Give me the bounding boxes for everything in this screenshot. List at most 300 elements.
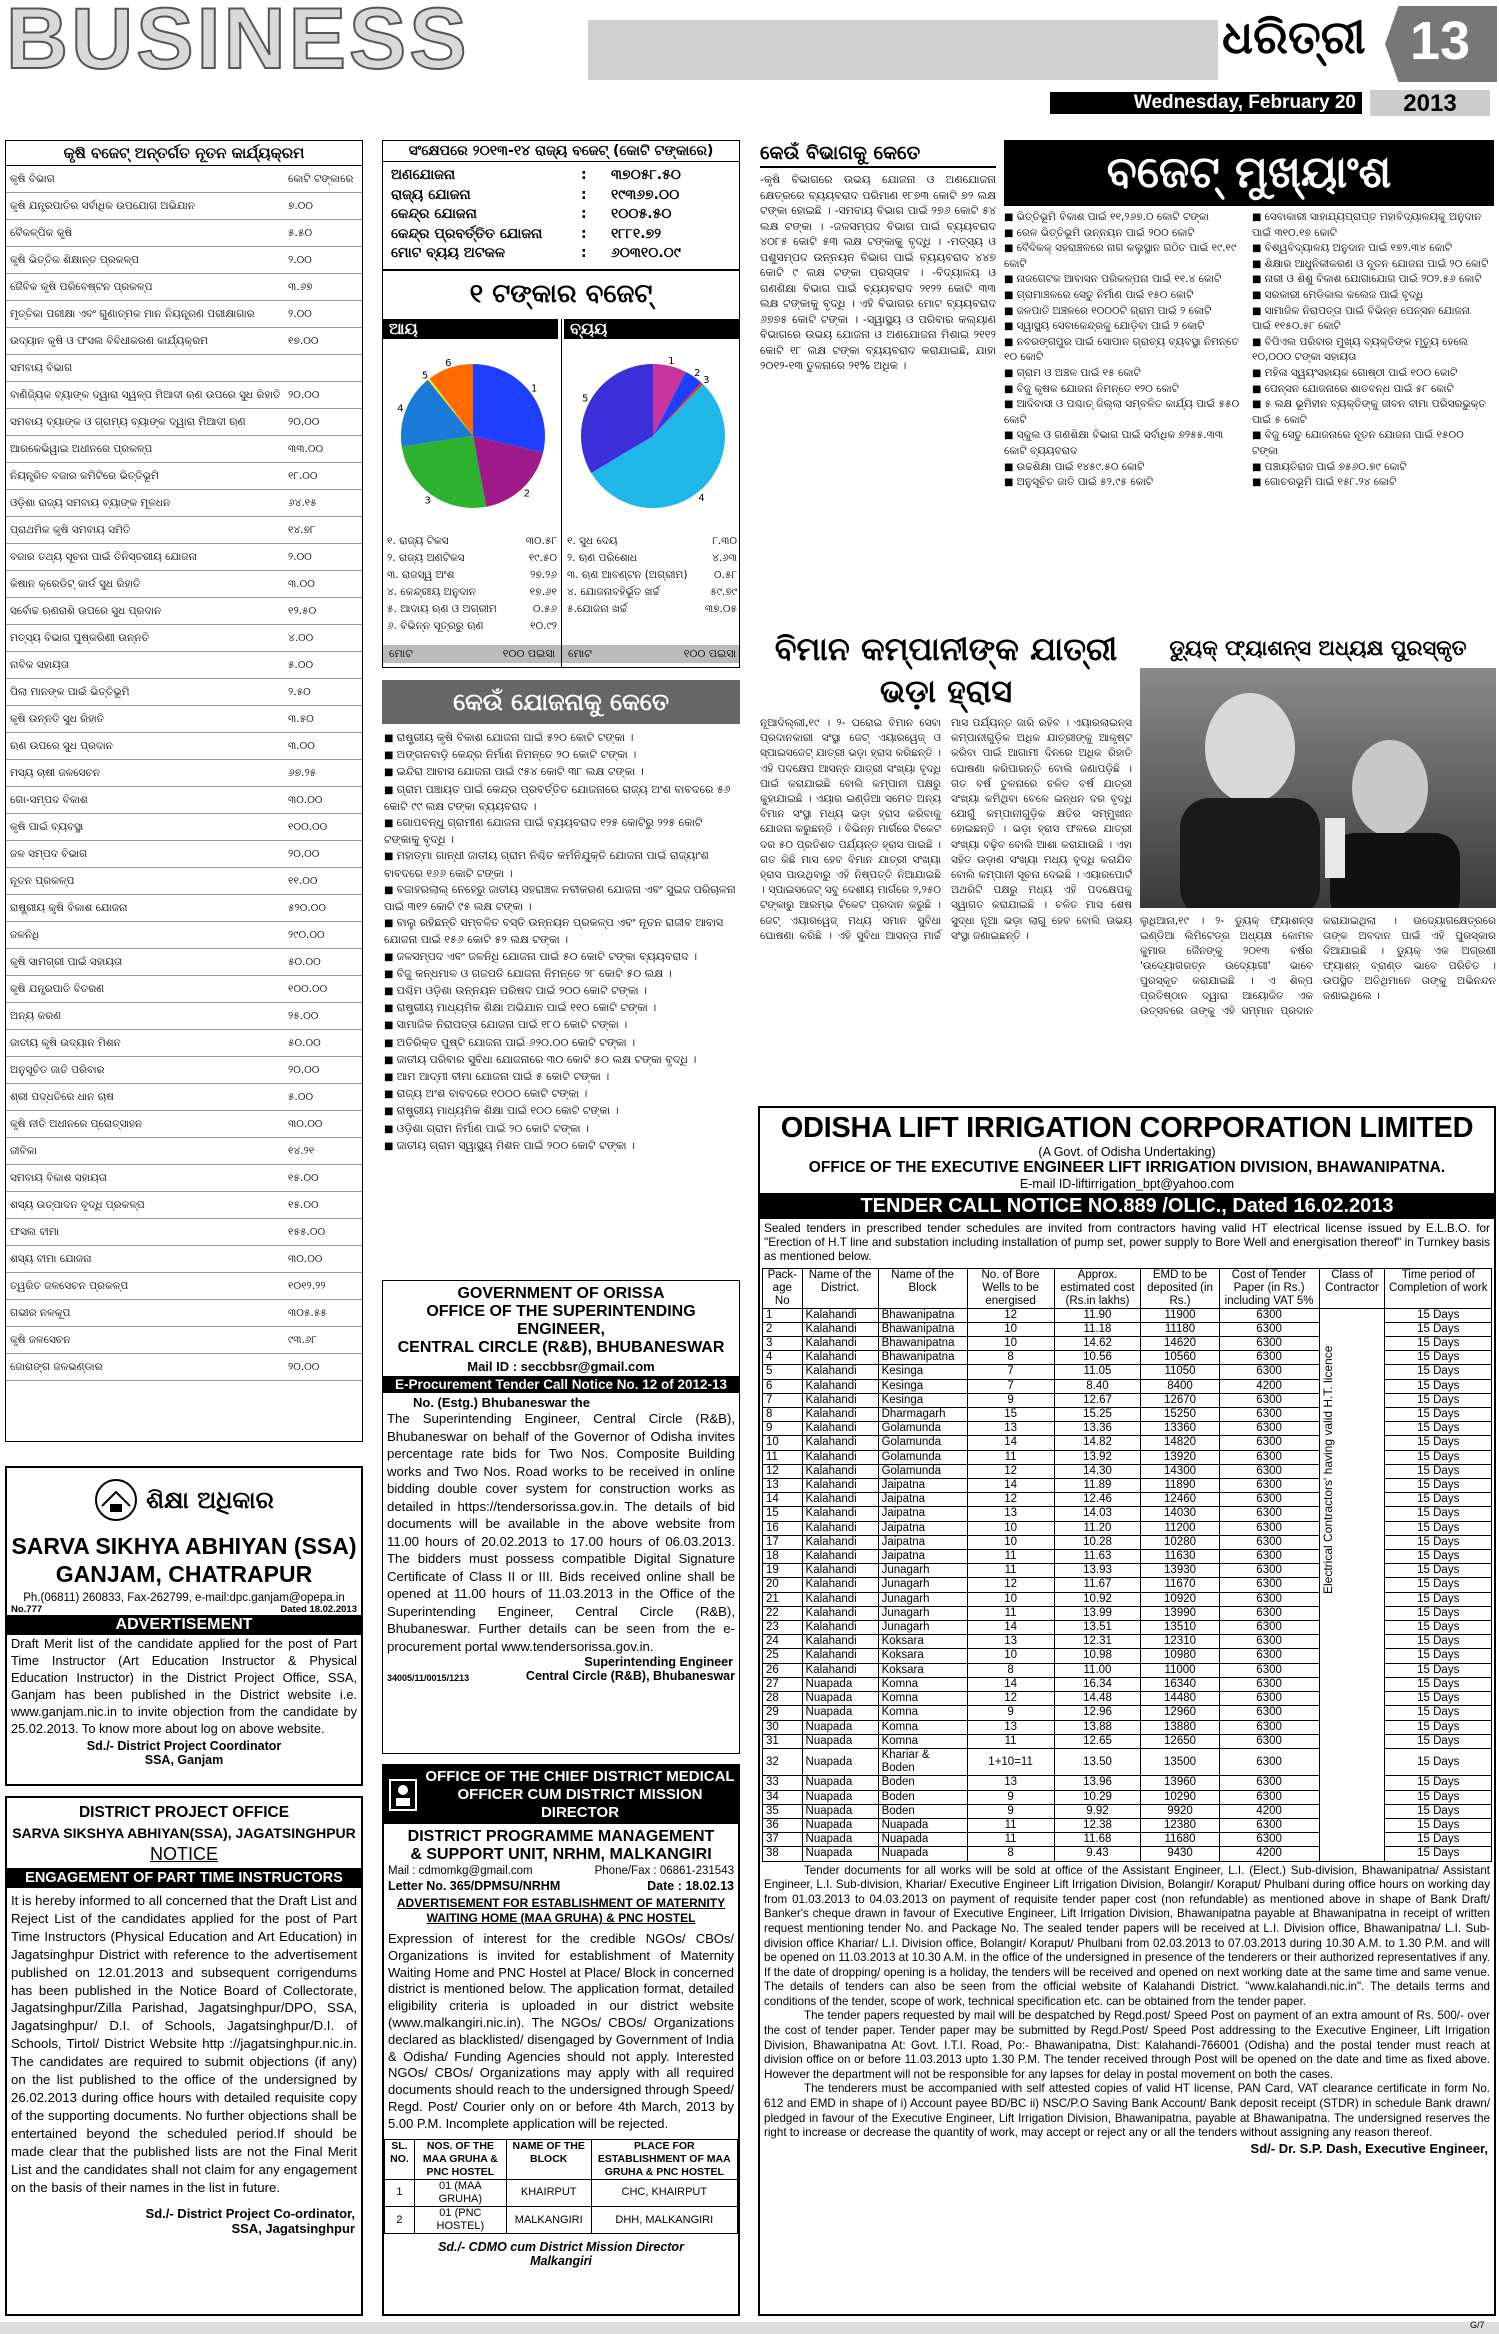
table-row bbox=[6, 1084, 362, 1111]
table-cell: 11.00 bbox=[1054, 1663, 1141, 1677]
table-cell: Kalahandi bbox=[802, 1507, 878, 1521]
table-cell: 11670 bbox=[1141, 1578, 1219, 1592]
table-cell: 14.30 bbox=[1054, 1464, 1141, 1478]
table-cell: 15 Days bbox=[1385, 1818, 1492, 1832]
table-cell: 6300 bbox=[1219, 1464, 1319, 1478]
table-cell: 10.28 bbox=[1054, 1535, 1141, 1549]
table-cell: 13 bbox=[967, 1776, 1054, 1790]
row-label: ମୃତ୍ତିକା ପରୀକ୍ଷା ଏବଂ ଗୁଣାତ୍ମକ ମାନ ନିୟନ୍ତ୍ରଣ ପରୀକ୍ଷାଗାର bbox=[10, 307, 255, 320]
table-cell: 7 bbox=[967, 1365, 1054, 1379]
row-label: ଗଭୀର ନଳକୂପ bbox=[10, 1306, 71, 1319]
table-cell: 15250 bbox=[1141, 1408, 1219, 1422]
row-label: ଶସ୍ୟ ଉତ୍ପାଦନ ବୃଦ୍ଧି ପ୍ରକଳ୍ପ bbox=[10, 1198, 145, 1211]
table-row bbox=[6, 1003, 362, 1030]
table-cell: 31 bbox=[763, 1734, 803, 1748]
budget-row bbox=[391, 186, 731, 206]
table-cell: 8.40 bbox=[1054, 1379, 1141, 1393]
table-cell: 6300 bbox=[1219, 1578, 1319, 1592]
row-label: ଆରକେଭିୱାଇ ଅଧୀନରେ ପ୍ରକଳ୍ପ bbox=[10, 442, 153, 455]
table-cell: 15 bbox=[763, 1507, 803, 1521]
table-row bbox=[6, 1327, 362, 1354]
table-cell: 11200 bbox=[1141, 1521, 1219, 1535]
duke-title: ଡ୍ୟୁକ୍ ଫ୍ୟାଶନ୍ସ ଅଧ୍ୟକ୍ଷ ପୁରସ୍କୃତ bbox=[1169, 636, 1467, 660]
table-row bbox=[6, 625, 362, 652]
table-cell: 13510 bbox=[1141, 1621, 1219, 1635]
table-cell: 12960 bbox=[1141, 1706, 1219, 1720]
table-cell: 3 bbox=[763, 1337, 803, 1351]
row-label: ବୈକଳ୍ପିକ କୃଷି bbox=[10, 226, 73, 239]
legend-label: ୧. ରାଜ୍ୟ ଟିକସ bbox=[387, 535, 449, 547]
table-cell: Kalahandi bbox=[802, 1365, 878, 1379]
divider bbox=[561, 319, 562, 668]
budget-value: ୬୦୩୧୦.୦୯ bbox=[611, 245, 681, 261]
ssa-jag-box bbox=[5, 1796, 363, 2316]
ssa-title1: SARVA SIKHYA ABHIYAN (SSA) bbox=[11, 1533, 357, 1559]
row-value: ୨୦.୦୦ bbox=[288, 1360, 320, 1373]
table-cell: Kalahandi bbox=[802, 1550, 878, 1564]
budget-label: ରାଜ୍ୟ ଯୋଜନା bbox=[391, 186, 471, 203]
rupee-budget-title: ୧ ଟଙ୍କାର ବଜେଟ୍ bbox=[469, 279, 653, 309]
table-cell: 10980 bbox=[1141, 1649, 1219, 1663]
table-cell: 13.93 bbox=[1054, 1564, 1141, 1578]
table-row bbox=[6, 598, 362, 625]
row-value: କୋଟି ଟଙ୍କାରେ bbox=[288, 172, 354, 185]
table-cell: 15 Days bbox=[1385, 1790, 1492, 1804]
list-item: ■ ଇନ୍ଦିରା ଆବାସ ଯୋଜନା ପାଇଁ ୯୫୪ କୋଟି ୩୮ ଲକ୍ଷ ଟଙ୍କା । bbox=[384, 764, 738, 781]
legend-value: ୦.୫୬ bbox=[532, 603, 557, 615]
column-header: NAME OF THE BLOCK bbox=[506, 2139, 591, 2179]
table-cell: 9.92 bbox=[1054, 1804, 1141, 1818]
list-item: ■ ମହିଳା ସ୍ୱୟଂସହାୟକ ଗୋଷ୍ଠୀ ପାଇଁ ୧୦୦ କୋଟି bbox=[1252, 366, 1492, 382]
table-cell: 11.18 bbox=[1054, 1322, 1141, 1336]
row-value: ୧୫.୦୦ bbox=[288, 1171, 319, 1184]
table-cell: 15 Days bbox=[1385, 1550, 1492, 1564]
table-cell: 6300 bbox=[1219, 1734, 1319, 1748]
list-item: ■ ବିଶ୍ୱବିଦ୍ୟାଳୟ ଅନୁଦାନ ପାଇଁ ୧୭୨.୩୪ କୋଟି bbox=[1252, 241, 1492, 257]
legend-value: ୦.୫୮ bbox=[714, 569, 737, 581]
table-cell: 6300 bbox=[1219, 1606, 1319, 1620]
table-cell: 6300 bbox=[1219, 1833, 1319, 1847]
table-cell: 9.43 bbox=[1054, 1847, 1141, 1861]
total-label: ମୋଟ bbox=[389, 647, 413, 660]
row-label: ବଜାର ତଥ୍ୟ ସୂଚନା ପାଇଁ ତିନିସ୍ତରୀୟ ଯୋଜନା bbox=[10, 550, 197, 563]
table-cell: 15 Days bbox=[1385, 1393, 1492, 1407]
table-row bbox=[6, 1057, 362, 1084]
olic-table bbox=[762, 1268, 1492, 1862]
table-cell: Kalahandi bbox=[802, 1322, 878, 1336]
row-label: ସର୍ବୋଚ୍ଚ ଋଣରାଶି ଉପରେ ସୁଧ ପ୍ରଦାନ bbox=[10, 604, 162, 617]
row-label: ଜାତୀୟ କୃଷି ଉଦ୍ୟାନ ମିଶନ bbox=[10, 1036, 121, 1049]
state-budget-rows bbox=[383, 162, 739, 268]
table-cell: 11.05 bbox=[1054, 1365, 1141, 1379]
legend-item bbox=[567, 584, 737, 601]
table-cell: 6300 bbox=[1219, 1692, 1319, 1706]
row-value: ୫୨୦.୦୦ bbox=[288, 901, 326, 914]
table-cell: Kesinga bbox=[878, 1365, 967, 1379]
table-row bbox=[6, 1030, 362, 1057]
pie-label: 2 bbox=[694, 367, 701, 379]
table-cell: 14.03 bbox=[1054, 1507, 1141, 1521]
table-cell: 14 bbox=[763, 1493, 803, 1507]
list-item: ■ ଗ୍ରାମ ପଞ୍ଚାୟତ ପାଇଁ କେନ୍ଦ୍ର ପ୍ରବର୍ତ୍ତିତ ଯୋଜନାରେ ରାଜ୍ୟ ଅଂଶ ବାବଦରେ ୫୬ କୋଟି ୯୯ ଲକ୍ଷ ଟଙ୍କା ବ୍ୟୟବରାଦ । bbox=[384, 782, 738, 815]
table-cell: 6300 bbox=[1219, 1393, 1319, 1407]
table-cell: 1 bbox=[385, 2179, 415, 2206]
list-item: ■ ଜଳପାତି ଅଞ୍ଚଳରେ ୧୦୦୦ଟି ଗ୍ରାମ ପାଇଁ ୨ କୋଟି bbox=[1004, 304, 1244, 320]
budget-row bbox=[391, 205, 731, 225]
table-row bbox=[6, 1219, 362, 1246]
list-item: ■ ସରକାରୀ ମେଡିକାଲ କଲେଜ ପାଇଁ ବୃଦ୍ଧି bbox=[1252, 288, 1492, 304]
row-value: ୨୦.୦୦ bbox=[288, 415, 320, 428]
table-cell: Junagarh bbox=[878, 1606, 967, 1620]
table-cell: 9430 bbox=[1141, 1847, 1219, 1861]
table-cell: 10.92 bbox=[1054, 1592, 1141, 1606]
cdmo-t1: DISTRICT PROGRAMME MANAGEMENT bbox=[407, 1828, 715, 1845]
table-cell: 01 (PNC HOSTEL) bbox=[414, 2206, 506, 2233]
row-label: ଜୀବିକା bbox=[10, 1144, 37, 1157]
table-cell: 6300 bbox=[1219, 1564, 1319, 1578]
budget-row bbox=[391, 166, 731, 186]
highlights-title: ବଜେଟ୍ ମୁଖ୍ୟାଂଶ bbox=[1004, 140, 1494, 206]
row-value: ୭.୦୦ bbox=[288, 199, 313, 212]
table-cell: 14480 bbox=[1141, 1692, 1219, 1706]
legend-item bbox=[567, 601, 737, 618]
table-row bbox=[6, 949, 362, 976]
table-row bbox=[763, 1308, 1492, 1322]
table-cell: Jaipatna bbox=[878, 1535, 967, 1549]
table-row bbox=[6, 1192, 362, 1219]
table-cell: 6300 bbox=[1219, 1663, 1319, 1677]
table-cell: 10 bbox=[967, 1337, 1054, 1351]
table-cell: Nuapada bbox=[878, 1833, 967, 1847]
table-cell: Jaipatna bbox=[878, 1493, 967, 1507]
table-cell: 15 Days bbox=[1385, 1365, 1492, 1379]
income-total bbox=[383, 645, 561, 663]
budget-label: ଅଣଯୋଜନା bbox=[391, 167, 456, 183]
table-cell: 13.92 bbox=[1054, 1450, 1141, 1464]
table-row bbox=[6, 1300, 362, 1327]
table-cell: Komna bbox=[878, 1692, 967, 1706]
table-cell: 11 bbox=[967, 1833, 1054, 1847]
row-label: ବାଣିଜ୍ୟିକ ବ୍ୟାଙ୍କ ଦ୍ୱାରା ସ୍ୱଳ୍ପ ମିଆଦୀ ଋଣ ଉପରେ ସୁଧ ରିହାତି bbox=[10, 388, 281, 401]
table-cell: 15 Days bbox=[1385, 1351, 1492, 1365]
table-cell: 6300 bbox=[1219, 1365, 1319, 1379]
income-pie-chart bbox=[393, 351, 553, 521]
table-cell: 16.34 bbox=[1054, 1677, 1141, 1691]
table-cell: 12.67 bbox=[1054, 1393, 1141, 1407]
row-value: ୫.୫୦ bbox=[288, 226, 313, 239]
table-cell: 15 Days bbox=[1385, 1535, 1492, 1549]
table-cell: Kalahandi bbox=[802, 1621, 878, 1635]
budget-label: କେନ୍ଦ୍ର ଯୋଜନା bbox=[391, 206, 477, 222]
ssa-sig1: Sd./- District Project Coordinator bbox=[86, 1739, 282, 1753]
table-cell: Nuapada bbox=[802, 1734, 878, 1748]
jag-body: It is hereby informed to all concerned that the Draft List and Reject List of the candidates applied for the post of Part Time Instructors (Physical Education and Art Education) in Jagatsinghpur District with reference to the advertisement published on 12.01.2013 and subsequent corrigendums has been published in the Notice Board of Collectorate, Jagatsinghpur/Zilla Parishad, Jagatsinghpur/DPO, SSA, Jagatsinghpur/ D.I. of Schools, Jagatsinghpur/D.I. of Schools, Tirtol/ District Website http ://jagatsinghpur.nic.in. The candidates are required to submit objections (if any) on the list published to the office of the undersigned by 26.02.2013 during office hours with detailed requisite copy of the supporting documents. No further objections shall be entertained beyond the scheduled period.If should be made clear that the published lists are not the Final Merit List and the candidates shall not claim for any engagement on the basis of their names in the list in future. bbox=[11, 1893, 357, 2195]
legend-value: ୧୭.୬୧ bbox=[529, 586, 557, 598]
table-cell: 01 (MAA GRUHA) bbox=[414, 2179, 506, 2206]
table-cell: 6300 bbox=[1219, 1408, 1319, 1422]
list-item: ■ ବିଜୁ ସେତୁ ଯୋଜନାରେ ନୂତନ ଯୋଜନା ପାଇଁ ୧୫୦୦ ଟଙ୍କା bbox=[1252, 428, 1492, 459]
table-cell: 11 bbox=[967, 1606, 1054, 1620]
expense-label: ବ୍ୟୟ bbox=[564, 319, 739, 339]
budget-colon: : bbox=[581, 245, 587, 261]
table-cell: 11.20 bbox=[1054, 1521, 1141, 1535]
table-cell: Nuapada bbox=[802, 1818, 878, 1832]
row-value: ୨.୦୦ bbox=[288, 253, 312, 266]
table-cell: 15 Days bbox=[1385, 1621, 1492, 1635]
table-cell: 4200 bbox=[1219, 1847, 1319, 1861]
table-cell: Koksara bbox=[878, 1649, 967, 1663]
cdmo-phone: Phone/Fax : 06861-231543 bbox=[594, 1865, 734, 1877]
table-cell: 21 bbox=[763, 1592, 803, 1606]
list-item: ■ ରାଷ୍ଟ୍ରୀୟ ମାଧ୍ୟମିକ ଶିକ୍ଷା ଅଭିଯାନ ପାଇଁ ୧୧୦ କୋଟି ଟଙ୍କା । bbox=[384, 1000, 738, 1017]
table-cell: 19 bbox=[763, 1564, 803, 1578]
legend-value: ୧୯.୫୦ bbox=[528, 552, 557, 564]
table-cell: 12310 bbox=[1141, 1635, 1219, 1649]
row-label: କୃଷି ନୀତି ଅଧୀନରେ ପ୍ରୋତ୍ସାହନ bbox=[10, 1117, 143, 1130]
table-cell: 13920 bbox=[1141, 1450, 1219, 1464]
table-row bbox=[6, 436, 362, 463]
table-cell: 6300 bbox=[1219, 1592, 1319, 1606]
table-cell: 11900 bbox=[1141, 1308, 1219, 1322]
legend-item bbox=[387, 550, 557, 567]
orissa-notice-bar: E-Procurement Tender Call Notice No. 12 of 2012-13 bbox=[383, 1376, 739, 1393]
table-cell: 15 Days bbox=[1385, 1464, 1492, 1478]
table-cell: 15 Days bbox=[1385, 1308, 1492, 1322]
table-cell: 29 bbox=[763, 1706, 803, 1720]
table-cell: 13.88 bbox=[1054, 1720, 1141, 1734]
masthead-rule bbox=[588, 20, 1218, 80]
row-label: ଜୋରାଙ୍ଗ ଜଳଭଣ୍ଡାର bbox=[10, 1360, 103, 1373]
row-label: ପ୍ରାଥମିକ କୃଷି ସମବାୟ ସମିତି bbox=[10, 523, 131, 536]
table-cell: Junagarh bbox=[878, 1592, 967, 1606]
table-cell: 6300 bbox=[1219, 1436, 1319, 1450]
orissa-sig2: Central Circle (R&B), Bhubaneswar bbox=[525, 1669, 735, 1683]
list-item: ■ ଭିତ୍ତିଭୂମି ବିକାଶ ପାଇଁ ୧୧,୨୬୭.୦ କୋଟି ଟଙ୍କା bbox=[1004, 210, 1244, 226]
table-row bbox=[6, 301, 362, 328]
pie-label: 5 bbox=[581, 393, 589, 405]
table-cell: 24 bbox=[763, 1635, 803, 1649]
list-item: ■ ପେନ୍ସନ ଯୋଜନାରେ ଶାତବନ୍ଧ ପାଇଁ ୫୮ କୋଟି bbox=[1252, 382, 1492, 398]
row-value: ୧୨.୫୦ bbox=[288, 604, 317, 617]
row-value: ୨୫.୦୦ bbox=[288, 1009, 319, 1022]
olic-title: ODISHA LIFT IRRIGATION CORPORATION LIMITED bbox=[780, 1112, 1474, 1144]
table-cell: 12.65 bbox=[1054, 1734, 1141, 1748]
row-value: ୧୪.୨୧ bbox=[288, 1144, 315, 1157]
orissa-code: 34005/11/0015/1213 bbox=[387, 1673, 470, 1683]
table-cell: 13 bbox=[967, 1422, 1054, 1436]
list-item: ■ ଗ୍ରାମାଞ୍ଚଳରେ ସେତୁ ନିର୍ମାଣ ପାଇଁ ୧୫୦ କୋଟି bbox=[1004, 288, 1244, 304]
table-cell: Komna bbox=[878, 1734, 967, 1748]
table-row bbox=[6, 463, 362, 490]
table-cell: Boden bbox=[878, 1790, 967, 1804]
class-note: Electrical Contractors' having valid H.T. licence bbox=[1321, 1345, 1335, 1594]
table-cell: 15 Days bbox=[1385, 1564, 1492, 1578]
list-item: ■ ଅତିରିକ୍ତ ପୁଷ୍ଟି ଯୋଜନା ପାଇଁ ୬୨୦.୦୦ କୋଟି ଟଙ୍କା । bbox=[384, 1035, 738, 1052]
table-cell: 2 bbox=[385, 2206, 415, 2233]
table-cell: 15 Days bbox=[1385, 1748, 1492, 1775]
table-cell: 14620 bbox=[1141, 1337, 1219, 1351]
legend-item bbox=[387, 584, 557, 601]
table-cell: 12670 bbox=[1141, 1393, 1219, 1407]
table-cell: 4200 bbox=[1219, 1379, 1319, 1393]
column-header: Time period of Completion of work bbox=[1385, 1268, 1492, 1308]
row-value: ୧୫.୦୦ bbox=[288, 1198, 319, 1211]
table-row bbox=[6, 490, 362, 517]
table-cell: 10290 bbox=[1141, 1790, 1219, 1804]
table-cell: 15 Days bbox=[1385, 1408, 1492, 1422]
scheme-alloc-list bbox=[382, 724, 740, 1161]
ssa-adv-bar: ADVERTISEMENT bbox=[7, 1615, 361, 1635]
table-cell: 10 bbox=[967, 1592, 1054, 1606]
jag-sig2: SSA, Jagatsinghpur bbox=[231, 2221, 355, 2237]
table-cell: 15 Days bbox=[1385, 1479, 1492, 1493]
table-cell: 15 Days bbox=[1385, 1847, 1492, 1861]
table-cell: 6300 bbox=[1219, 1521, 1319, 1535]
jag-notice: NOTICE bbox=[149, 1844, 218, 1864]
row-value: ୨.୦୦ bbox=[288, 307, 312, 320]
row-label: କୃଷି ଯନ୍ତ୍ରପାତିର ସର୍ବାଧିକ ଉପଯୋଗ ଅଭିଯାନ bbox=[10, 199, 195, 212]
table-cell: 10 bbox=[763, 1436, 803, 1450]
table-cell: 12 bbox=[763, 1464, 803, 1478]
table-cell: 15 Days bbox=[1385, 1507, 1492, 1521]
table-cell: 11050 bbox=[1141, 1365, 1219, 1379]
row-label: ନିୟନ୍ତ୍ରିତ ବଜାର କମିଟିରେ ଭିତ୍ତିଭୂମି bbox=[10, 469, 159, 482]
table-cell: 6300 bbox=[1219, 1308, 1319, 1322]
table-cell: 9 bbox=[967, 1706, 1054, 1720]
budget-colon: : bbox=[581, 167, 587, 183]
jag-title2: SARVA SIKSHYA ABHIYAN(SSA), JAGATSINGHPUR bbox=[12, 1825, 356, 1841]
date-bar: Wednesday, February 20 bbox=[1050, 92, 1362, 114]
list-item: ■ ପଞ୍ଚାୟତିରାଜ ପାଇଁ ୭୫୬୦.୭୯ କୋଟି bbox=[1252, 460, 1492, 476]
list-item: ■ ୫ ଲକ୍ଷ ଭୂମିହୀନ ବ୍ୟକ୍ତିଙ୍କୁ ଜୀବନ ବୀମା ପରିସରଭୁକ୍ତ ପାଇଁ ୫ କୋଟି bbox=[1252, 397, 1492, 428]
masthead bbox=[0, 0, 1499, 118]
ssa-no: No.777 bbox=[11, 1604, 43, 1615]
table-cell: 12 bbox=[967, 1493, 1054, 1507]
table-cell: 11.89 bbox=[1054, 1479, 1141, 1493]
table-cell: Kalahandi bbox=[802, 1521, 878, 1535]
ssa-dated: Dated 18.02.2013 bbox=[280, 1604, 357, 1615]
list-item: ■ ସାମାଜିକ ନିରାପତ୍ତା ଯୋଜନା ପାଇଁ ୧୮୦ କୋଟି ଟଙ୍କା । bbox=[384, 1017, 738, 1034]
table-cell: 10920 bbox=[1141, 1592, 1219, 1606]
row-value: ୧୦୦.୦୦ bbox=[288, 982, 328, 995]
table-cell: 15 Days bbox=[1385, 1521, 1492, 1535]
table-cell: 13990 bbox=[1141, 1606, 1219, 1620]
orissa-body: The Superintending Engineer, Central Circle (R&B), Bhubaneswar on behalf of the Governor of Odisha invites percentage rate bids for Two Nos. Composite Building works and Two Nos. Road works to be received in online bidding double cover system for construction works as detailed in https://tendersorissa.gov.in. The details of bid documents will be available in the above website from 11.00 hours of 20.02.2013 to 17.00 hours of 06.03.2013. The bidders must possess compatible Digital Signature Certificate of Class II or III. Bids received online shall be opened at 11.00 hours of 11.03.2013 in the Office of the Superintending Engineer, Central Circle (R&B), Bhubaneswar. Further details can be seen from the e-procurement portal www.tendersorissa.gov.in. bbox=[387, 1411, 735, 1654]
table-cell: 7 bbox=[763, 1393, 803, 1407]
airline-body: ନୂଆଦିଲ୍ଲୀ,୧୯ । ୨- ଘରୋଇ ବିମାନ ସେବା ପ୍ରଦାନକାରୀ ସଂସ୍ଥା ଜେଟ୍ ଏୟାରୱେଜ୍ ଓ ସ୍ପାଇସଜେଟ୍ ଯାତ୍ରୀ ଭଡ଼ା ହ୍ରାସ କରିଛନ୍ତି । ଏହି ପଦକ୍ଷେପ ଆସନ୍ନ ଯାତ୍ରୀ ସଂଖ୍ୟା ବୃଦ୍ଧି ପାଇଁ କରାଯାଇଛି ବୋଲି କମ୍ପାନୀ ପକ୍ଷରୁ କୁହାଯାଇଛି । ଏୟାର ଇଣ୍ଡିଆ ସମେତ ଅନ୍ୟ ବିମାନ ସଂସ୍ଥା ମଧ୍ୟ ଭଡ଼ା ହ୍ରାସ କରିବାକୁ ଯୋଜନା କରୁଛନ୍ତି । ବିଭିନ୍ନ ମାର୍ଗରେ ଟିକେଟ ଦର ୫୦ ପ୍ରତିଶତ ପର୍ଯ୍ୟନ୍ତ ହ୍ରାସ ପାଇଛି । ଗତ କିଛି ମାସ ହେବ ବିମାନ ଯାତ୍ରୀ ସଂଖ୍ୟା ହ୍ରାସ ପାଉଥିବାରୁ ଏହି ନିଷ୍ପତ୍ତି ନିଆଯାଇଛି । ସ୍ପାଇସଜେଟ୍ ସବୁ ଦେଶୀୟ ମାର୍ଗରେ ୨,୨୫୦ ଟଙ୍କାରୁ ଆରମ୍ଭ ଟିକେଟ ପ୍ରଦାନ କରୁଛି । ଜେଟ୍ ଏୟାରୱେଜ୍ ମଧ୍ୟ ସମାନ ସୁବିଧା ଘୋଷଣା କରିଛି । ଏହି ସୁବିଧା ଆସନ୍ତା ମାର୍ଚ୍ଚ ମାସ ପର୍ଯ୍ୟନ୍ତ ଜାରି ରହିବ । ଏୟାରଲାଇନ୍ସ କମ୍ପାନୀଗୁଡ଼ିକ ଅଧିକ ଯାତ୍ରୀଙ୍କୁ ଆକୃଷ୍ଟ କରିବା ପାଇଁ ଆଗାମୀ ଦିନରେ ଅଧିକ ରିହାତି ଘୋଷଣା କରିପାରନ୍ତି ବୋଲି ଜଣାପଡ଼ିଛି । ଗତ ବର୍ଷ ତୁଳନାରେ ଚଳିତ ବର୍ଷ ଯାତ୍ରୀ ସଂଖ୍ୟା କମିଥିବା ବେଳେ ଇନ୍ଧନ ଦର ବୃଦ୍ଧି ଯୋଗୁଁ କମ୍ପାନୀଗୁଡ଼ିକ କ୍ଷତିର ସମ୍ମୁଖୀନ ହୋଇଛନ୍ତି । ଭଡ଼ା ହ୍ରାସ ଫଳରେ ଯାତ୍ରୀ ସଂଖ୍ୟା ବଢ଼ିବ ବୋଲି ଆଶା କରାଯାଉଛି । ଏହା ସହିତ ଉଡ଼ାଣ ସଂଖ୍ୟା ମଧ୍ୟ ବୃଦ୍ଧି କରାଯିବ ବୋଲି କମ୍ପାନୀ ସୂଚନା ଦେଇଛି । ଏୟାରପୋର୍ଟ ଅଥରିଟି ପକ୍ଷରୁ ମଧ୍ୟ ଏହି ପଦକ୍ଷେପକୁ ସ୍ୱାଗତ କରାଯାଇଛି । ଚଳିତ ମାସ ଶେଷ ସୁଦ୍ଧା ନୂଆ ଭଡ଼ା ଲାଗୁ ହେବ ବୋଲି ଉଭୟ ସଂସ୍ଥା ଜଣାଇଛନ୍ତି । bbox=[760, 717, 1132, 942]
list-item: ■ ଉଚ୍ଚଶିକ୍ଷା ପାଇଁ ୧୪୫୯.୫୦ କୋଟି bbox=[1004, 460, 1244, 476]
table-cell: 13360 bbox=[1141, 1422, 1219, 1436]
column-header: Approx. estimated cost (Rs.in lakhs) bbox=[1054, 1268, 1141, 1308]
olic-email: E-mail ID-liftirrigation_bpt@yahoo.com bbox=[1019, 1177, 1235, 1191]
list-item: ■ ଜଳସମ୍ପଦ ଏବଂ ଜଳନିଧି ଯୋଜନା ପାଇଁ ୫୦ କୋଟି ଟଙ୍କା ବ୍ୟୟବରାଦ । bbox=[384, 949, 738, 966]
table-cell: Kalahandi bbox=[802, 1606, 878, 1620]
table-cell: 6300 bbox=[1219, 1621, 1319, 1635]
row-label: ଜଳନିଧି bbox=[10, 928, 40, 941]
budget-label: କେନ୍ଦ୍ର ପ୍ରବର୍ତ୍ତିତ ଯୋଜନା bbox=[391, 225, 543, 242]
table-cell: 22 bbox=[763, 1606, 803, 1620]
agri-budget-rows bbox=[6, 166, 362, 1381]
pie-label: 5 bbox=[421, 370, 429, 382]
table-cell: MALKANGIRI bbox=[506, 2206, 591, 2233]
row-label: ନୂତନ ପ୍ରକଳ୍ପ bbox=[10, 874, 75, 887]
budget-colon: : bbox=[581, 186, 587, 203]
table-cell: 33 bbox=[763, 1776, 803, 1790]
airline-title: ବିମାନ କମ୍ପାନୀଙ୍କ ଯାତ୍ରୀ ଭଡ଼ା ହ୍ରାସ bbox=[774, 630, 1118, 710]
dept-alloc-body: -କୃଷି ବିଭାଗରେ ଉଭୟ ଯୋଜନା ଓ ଅଣଯୋଜନା କ୍ଷେତ୍ରରେ ବ୍ୟୟବରାଦ ପରିମାଣ ୧୮୭୩ କୋଟି ୭୨ ଲକ୍ଷ ଟଙ୍କା ହୋଇଛି । -ସମବାୟ ବିଭାଗ ପାଇଁ ୨୭୬ କୋଟି ୫୪ ଲକ୍ଷ ଟଙ୍କା । -ଜଳସମ୍ପଦ ବିଭାଗ ପାଇଁ ବ୍ୟୟବରାଦ ୪୦୮୫ କୋଟି ୫୩ ଲକ୍ଷ ଟଙ୍କାକୁ ବୃଦ୍ଧି । -ମତ୍ସ୍ୟ ଓ ପଶୁସମ୍ପଦ ଉନ୍ନୟନ ବିଭାଗ ପାଇଁ ବ୍ୟୟବରାଦ ୪୪୭ କୋଟି ୯ ଲକ୍ଷ ଟଙ୍କା ପ୍ରସ୍ତାବ । -ବିଦ୍ୟାଳୟ ଓ ଗଣଶିକ୍ଷା ବିଭାଗ ପାଇଁ ବ୍ୟୟବରାଦ ୨୧୨୨ କୋଟି ୩୩ ଲକ୍ଷ ଟଙ୍କାକୁ ବୃଦ୍ଧି । ଏହି ବିଭାଗର ମୋଟ ବ୍ୟୟବରାଦ ୬୭୭୫ କୋଟି ଟଙ୍କା । -ସ୍ୱାସ୍ଥ୍ୟ ଓ ପରିବାର କଲ୍ୟାଣ ବିଭାଗରେ ଉଭୟ ଯୋଜନା ଓ ଅଣଯୋଜନା ମିଶାଇ ୨୧୧୨ କୋଟି ୧୮ ଲକ୍ଷ ଟଙ୍କା ବ୍ୟୟବରାଦ କରାଯାଇଛି, ଯାହା ୨୦୧୨-୧୩ ତୁଳନାରେ ୨୧% ଅଧିକ । bbox=[760, 173, 996, 372]
olic-office: OFFICE OF THE EXECUTIVE ENGINEER LIFT IRRIGATION DIVISION, BHAWANIPATNA. bbox=[808, 1159, 1446, 1176]
table-cell: 15 Days bbox=[1385, 1734, 1492, 1748]
list-item: ■ ଜାତୀୟ ଗ୍ରାମ ସ୍ୱାସ୍ଥ୍ୟ ମିଶନ ପାଇଁ ୨୦୦ କୋଟି ଟଙ୍କା । bbox=[384, 1138, 738, 1155]
row-label: ଅନୁସୂଚିତ ଜାତି ପରିବାର bbox=[10, 1063, 105, 1076]
highlights-section bbox=[1004, 140, 1494, 620]
table-cell: 15 Days bbox=[1385, 1706, 1492, 1720]
table-cell: 14030 bbox=[1141, 1507, 1219, 1521]
duke-article bbox=[1140, 628, 1496, 1098]
row-label: ଫସଲ ବୀମା bbox=[10, 1225, 60, 1238]
row-value: ୩୦୫.୫୫ bbox=[288, 1306, 327, 1319]
olic-sub: (A Govt. of Odisha Undertaking) bbox=[1038, 1145, 1216, 1159]
table-cell: 6300 bbox=[1219, 1649, 1319, 1663]
table-row bbox=[6, 922, 362, 949]
row-value: ୨୦.୦୦ bbox=[288, 1063, 320, 1076]
row-value: ୨୦.୦୦ bbox=[288, 847, 320, 860]
table-cell: 6300 bbox=[1219, 1677, 1319, 1691]
orissa-mail: Mail ID : seccbbsr@gmail.com bbox=[467, 1359, 655, 1374]
list-item: ■ ରାଷ୍ଟ୍ରୀୟ କୃଷି ବିକାଶ ଯୋଜନା ପାଇଁ ୫୨୦ କୋଟି ଟଙ୍କା । bbox=[384, 730, 738, 747]
budget-value: ୩୭୦୫୮.୫୦ bbox=[611, 167, 681, 183]
table-cell: 15 Days bbox=[1385, 1776, 1492, 1790]
pie-label: 4 bbox=[397, 403, 404, 415]
table-cell: 13 bbox=[967, 1635, 1054, 1649]
budget-colon: : bbox=[581, 206, 587, 222]
legend-value: ୫୯.୭୯ bbox=[710, 586, 737, 598]
table-cell: 14.62 bbox=[1054, 1337, 1141, 1351]
table-row bbox=[6, 382, 362, 409]
list-item: ■ ଓଡ଼ିଶା ଗ୍ରାମ ନିର୍ମାଣ ପାଇଁ ୨୦ କୋଟି ଟଙ୍କା । bbox=[384, 1121, 738, 1138]
table-cell: 15 Days bbox=[1385, 1450, 1492, 1464]
table-cell: 6300 bbox=[1219, 1422, 1319, 1436]
ssa-logo-icon bbox=[94, 1478, 138, 1522]
table-cell: 16340 bbox=[1141, 1677, 1219, 1691]
row-value: ୯୩.୬୮ bbox=[288, 1333, 317, 1346]
ssa-logo-text: ଶିକ୍ଷା ଅଧିକାର bbox=[146, 1486, 274, 1514]
olic-p3: The tenderers must be accompanied with self attested copies of valid HT license, PAN Card, VAT clearance certificate in form No. 612 and EMD in shape of i) Account payee BD/BC ii) NSC/P.O Saving Bank Account/ Bank deposit receipt (STDR) in schedule Bank drawn/ pledged in favour of the Executive Engineer, Lift Irrigation Division, Bhawanipatna, payable at Bhawanipatna. The undersigned reserves the right to increase or decrease the quantity of work, may accept or reject any or all the tenders without assigning any reason thereof. bbox=[764, 2082, 1490, 2140]
row-label: ଋଣ ଉପରେ ସୁଧ ପ୍ରଦାନ bbox=[10, 739, 113, 752]
table-cell: 14 bbox=[967, 1479, 1054, 1493]
table-row bbox=[6, 814, 362, 841]
orissa-tender-box bbox=[382, 1280, 740, 1754]
table-cell: 15 Days bbox=[1385, 1677, 1492, 1691]
table-cell: 12.46 bbox=[1054, 1493, 1141, 1507]
table-cell: 15 Days bbox=[1385, 1337, 1492, 1351]
row-label: କୃଷି ଭିତ୍ତିକ ଶିକ୍ଷାନ୍ତ ପ୍ରକଳ୍ପ bbox=[10, 253, 139, 266]
table-cell: 11890 bbox=[1141, 1479, 1219, 1493]
legend-label: ୩. ଋଣ ଆବଣ୍ଟନ (ଅଗ୍ରୀମ) bbox=[567, 569, 688, 581]
table-cell: Junagarh bbox=[878, 1621, 967, 1635]
orissa-no: No. (Estg.) Bhubaneswar the bbox=[413, 1395, 590, 1410]
row-label: ଉଦ୍ୟାନ କୃଷି ଓ ଫସଲ ବିବିଧୀକରଣ କାର୍ଯ୍ୟକ୍ରମ bbox=[10, 334, 209, 347]
legend-label: ୨. ଋଣ ପରିଶୋଧ bbox=[567, 552, 638, 564]
legend-label: ୪. କେନ୍ଦ୍ରୀୟ ଅନୁଦାନ bbox=[387, 586, 476, 598]
legend-item bbox=[567, 567, 737, 584]
table-cell: Golamunda bbox=[878, 1464, 967, 1478]
row-value: ୩.୦୦ bbox=[288, 739, 315, 752]
legend-value: ୨୭.୨୬ bbox=[530, 569, 557, 581]
column-header: Cost of Tender Paper (in Rs.) including VAT 5% bbox=[1219, 1268, 1319, 1308]
olic-p1: Tender documents for all works will be sold at office of the Assistant Engineer, L.I. (Elect.) Sub-division, Bhawanipatna/ Assistant Engineer, L.I. Sub-division, Khariar/ Executive Engineer Lift Irrigation Division, Bolangir/ Koraput/ Phulbani during office hours on working day from 01.03.2013 to 04.03.2013 on payment of requisite tender paper cost (non refundable) as mentioned above in shape of Bank Draft/ Banker's cheque drawn in favour of Executive Engineer, Lift Irrigation Division, Bhawanipatna payable at Bhawanipatna in receipt of written request mentioning tender No. and Package No. The sealed tender papers will be received at L.I. Division office, Bhawanipatna/ L.I. Sub-division office Khariar/ L.I. Division office, Bolangir/ Koraput/ Phulbani from 02.03.2013 to 07.03.2013 during 10.30 A.M. to 1.30 P.M. and will be opened on 11.03.2013 at 10.30 A.M. in the office of the undersigned in presence of the tenderers or their authorized representatives if any. If the date of dropping/ opening is a holiday, the tenders will be received and opened on next working date at the same time and same venue. The details of tenders can also be seen from the official website of Kalahandi District. "www.kalahandi.nic.in". The details terms and conditions of the tender, scope of work, technical specification etc. can be obtained from the tender paper. bbox=[764, 1863, 1490, 2008]
column-header: Name of the District. bbox=[802, 1268, 878, 1308]
